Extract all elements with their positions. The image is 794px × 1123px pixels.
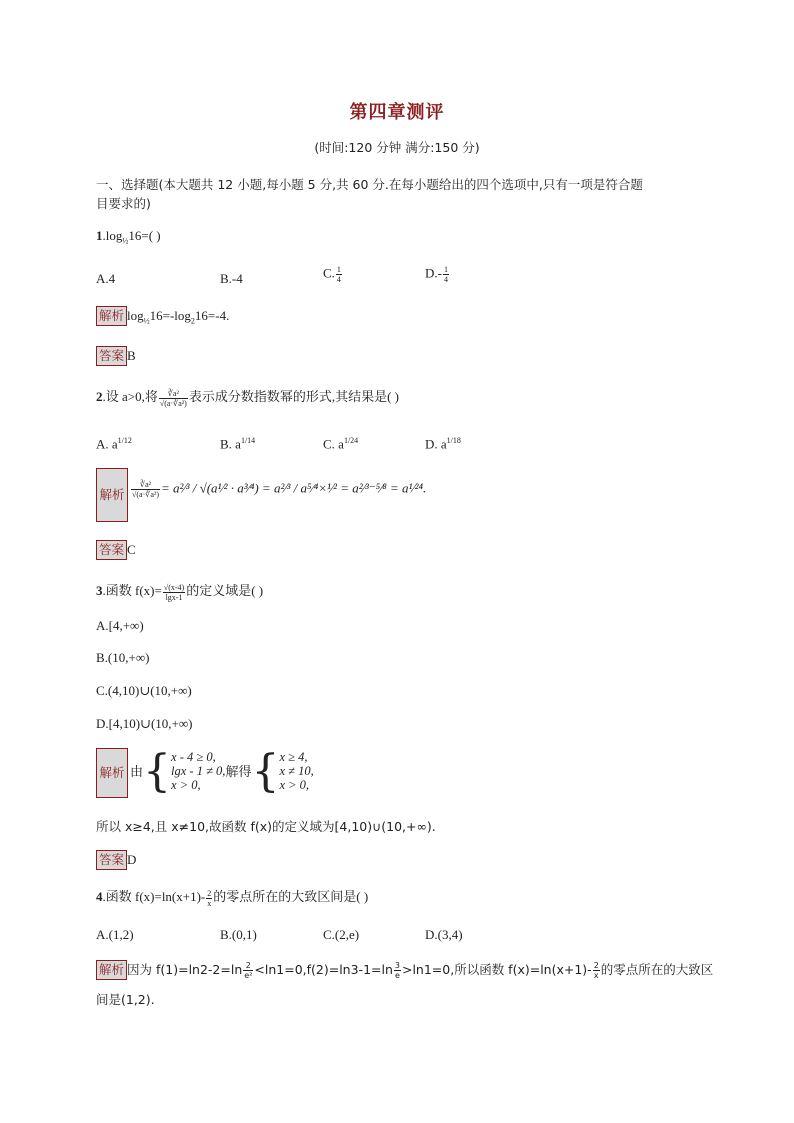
q1-answer: 答案 B (96, 346, 136, 366)
q2-option-d[interactable]: D. $a^{1/18}$ (425, 436, 461, 452)
question-4-stem: 4.函数 f(x)=ln(x+1)- $\frac{2}{x}$ 的零点所在的大致区间是( ) (96, 888, 369, 908)
q4-option-d[interactable]: D.(3,4) (425, 927, 463, 942)
exam-info: (时间:120 分钟 满分:150 分) (314, 140, 480, 155)
question-number: 1 (96, 228, 103, 243)
q4-option-b[interactable]: B.(0,1) (220, 927, 257, 942)
q4-option-a[interactable]: A.(1,2) (96, 927, 134, 942)
analysis-label: 解析 (96, 960, 127, 980)
q3-option-a[interactable]: A.[4,+∞) (96, 618, 144, 633)
answer-label: 答案 (96, 540, 127, 560)
analysis-label: 解析 (96, 468, 128, 522)
equation-system-2: x ≥ 4, x ≠ 10, x > 0, (279, 750, 314, 792)
analysis-label: 解析 (96, 306, 127, 326)
q1-option-b[interactable]: B.-4 (220, 271, 243, 286)
section-heading-line1: 一、选择题(本大题共 12 小题,每小题 5 分,共 60 分.在每小题给出的四个选项中,只有一项是符合题 (96, 177, 643, 192)
q3-answer: 答案 D (96, 850, 136, 870)
q1-option-a[interactable]: A.4 (96, 271, 116, 286)
q3-option-d[interactable]: D.[4,10)∪(10,+∞) (96, 716, 193, 731)
answer-label: 答案 (96, 346, 127, 366)
q2-option-b[interactable]: B. $a^{1/14}$ (220, 436, 256, 452)
q1-analysis: 解析 $\log_{\frac{1}{2}}16=-\log_216=-4$. (96, 306, 229, 326)
equation-system-1: x - 4 ≥ 0, lgx - 1 ≠ 0, x > 0, (171, 750, 226, 792)
q2-analysis: $\frac{\text{∛a²}}{\text{√(a·∛a²)}}$ = a²⁄³ / √(a¹⁄² · a³⁄⁴) = a²⁄³ / a⁵⁄⁴×¹⁄² = a²⁄³⁻⁵⁄⁸ = a¹⁄²⁴. (132, 480, 427, 499)
q2-answer: 答案 C (96, 540, 136, 560)
q1-option-c[interactable]: C. $\frac{1}{4}$ (323, 265, 341, 284)
section-heading-line2: 目要求的) (96, 196, 151, 211)
analysis-label: 解析 (96, 748, 128, 798)
q2-option-a[interactable]: A. $a^{1/12}$ (96, 436, 132, 452)
question-3-stem: 3.函数 f(x)= $\frac{√(x-4)}{\lg x-1}$ 的定义域是( ) (96, 582, 264, 602)
page-title: 第四章测评 (349, 102, 445, 123)
question-1-stem: $1.\log_{\frac{1}{2}}16=$( ) (96, 228, 161, 246)
q4-option-c[interactable]: C.(2,e) (323, 927, 360, 942)
q1-option-d[interactable]: D.- $\frac{1}{4}$ (425, 265, 448, 284)
q2-option-c[interactable]: C. $a^{1/24}$ (323, 436, 359, 452)
q4-analysis-line2: 间是(1,2). (96, 992, 155, 1007)
answer-label: 答案 (96, 850, 127, 870)
q3-conclusion: 所以 x≥4,且 x≠10,故函数 f(x)的定义域为[4,10)∪(10,+∞). (96, 819, 436, 834)
question-2-stem: 2.设 a>0,将 $\frac{\text{∛a²}}{\text{√(a·∛a²)}}$ 表示成分数指数幂的形式,其结果是( ) (96, 388, 400, 408)
q4-analysis-line1: 解析 因为 f(1)=ln2-2=ln $\frac{2}{\text{e²}}$ <ln1=0,f(2)=ln3-1=ln $\frac{3}{e}$ >ln1=0,所以函数 f(x)=ln(x+1)- $\frac{2}{x}$ 的零点所在的大致区 (96, 960, 713, 980)
q3-analysis: 由{ x - 4 ≥ 0, lgx - 1 ≠ 0, x > 0, 解得{ x ≥ 4, x ≠ 10, x > 0, (130, 746, 314, 797)
q3-option-b[interactable]: B.(10,+∞) (96, 650, 150, 665)
q3-option-c[interactable]: C.(4,10)∪(10,+∞) (96, 683, 192, 698)
